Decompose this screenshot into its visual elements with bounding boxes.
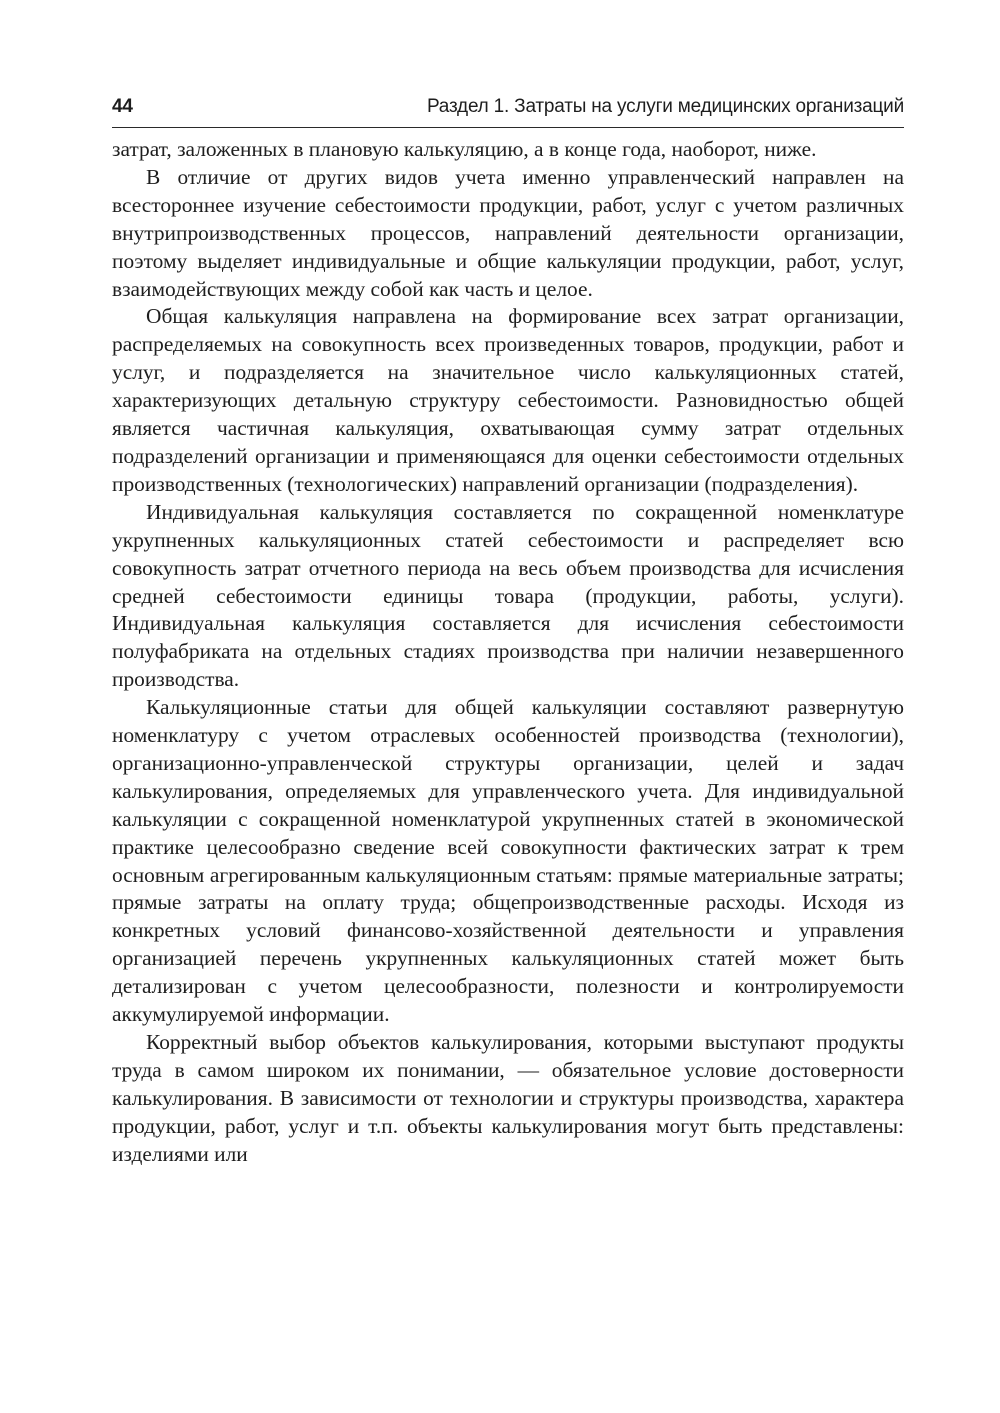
paragraph: Корректный выбор объектов калькулирования, которыми выступают продукты труда в самом широком их понимании, — обязательное условие достоверности калькулирования. В зависимости от технологии и структуры производства, характера продукции, работ, услуг и т.п. объекты калькулирования могут быть представлены: изделиями или xyxy=(112,1030,904,1166)
running-header xyxy=(112,94,904,128)
paragraph-continued: затрат, заложенных в плановую калькуляцию, а в конце года, наоборот, ниже. xyxy=(112,137,817,161)
paragraph: Калькуляционные статьи для общей калькуляции составляют развернутую номенклатуру с учетом отраслевых особенностей производства (технологии), организационно-управленческой структуры организации, целей и задач калькулирования, определяемых для управленческого учета. Для индивидуальной калькуляции с сокращенной номенклатурой укрупненных статей в экономической практике целесообразно сведение всей совокупности фактических затрат к трем основным агрегированным калькуляционным статьям: прямые материальные затраты; прямые затраты на оплату труда; общепроизводственные расходы. Исходя из конкретных условий финансово-хозяйственной деятельности и управления организацией перечень укрупненных калькуляционных статей может быть детализирован с учетом целесообразности, полезности и контролируемости аккумулируемой информации. xyxy=(112,695,904,1027)
paragraph: Общая калькуляция направлена на формирование всех затрат организации, распределяемых на совокупность всех произведенных товаров, продукции, работ и услуг, и подразделяется на значительное число калькуляционных статей, характеризующих детальную структуру себестоимости. Разновидностью общей является частичная калькуляция, охватывающая сумму затрат отдельных подразделений организации и применяющаяся для оценки себестоимости отдельных производственных (технологических) направлений организации (подразделения). xyxy=(112,304,904,496)
paragraph: Индивидуальная калькуляция составляется по сокращенной номенклатуре укрупненных калькуляционных статей себестоимости и распределяет всю совокупность затрат отчетного периода на весь объем производства для исчисления средней себестоимости единицы товара (продукции, работы, услуги). Индивидуальная калькуляция составляется для исчисления себестоимости полуфабриката на отдельных стадиях производства при наличии незавершенного производства. xyxy=(112,499,904,692)
body-text xyxy=(112,136,904,1169)
paragraph: В отличие от других видов учета именно управленческий направлен на всестороннее изучение себестоимости продукции, работ, услуг с учетом различных внутрипроизводственных процессов, направлений деятельности организации, поэтому выделяет индивидуальные и общие калькуляции продукции, работ, услуг, взаимодействующих между собой как часть и целое. xyxy=(112,164,904,301)
section-title: Раздел 1. Затраты на услуги медицинских организаций xyxy=(426,96,904,117)
page-number: 44 xyxy=(112,96,133,117)
book-page xyxy=(112,94,904,1169)
